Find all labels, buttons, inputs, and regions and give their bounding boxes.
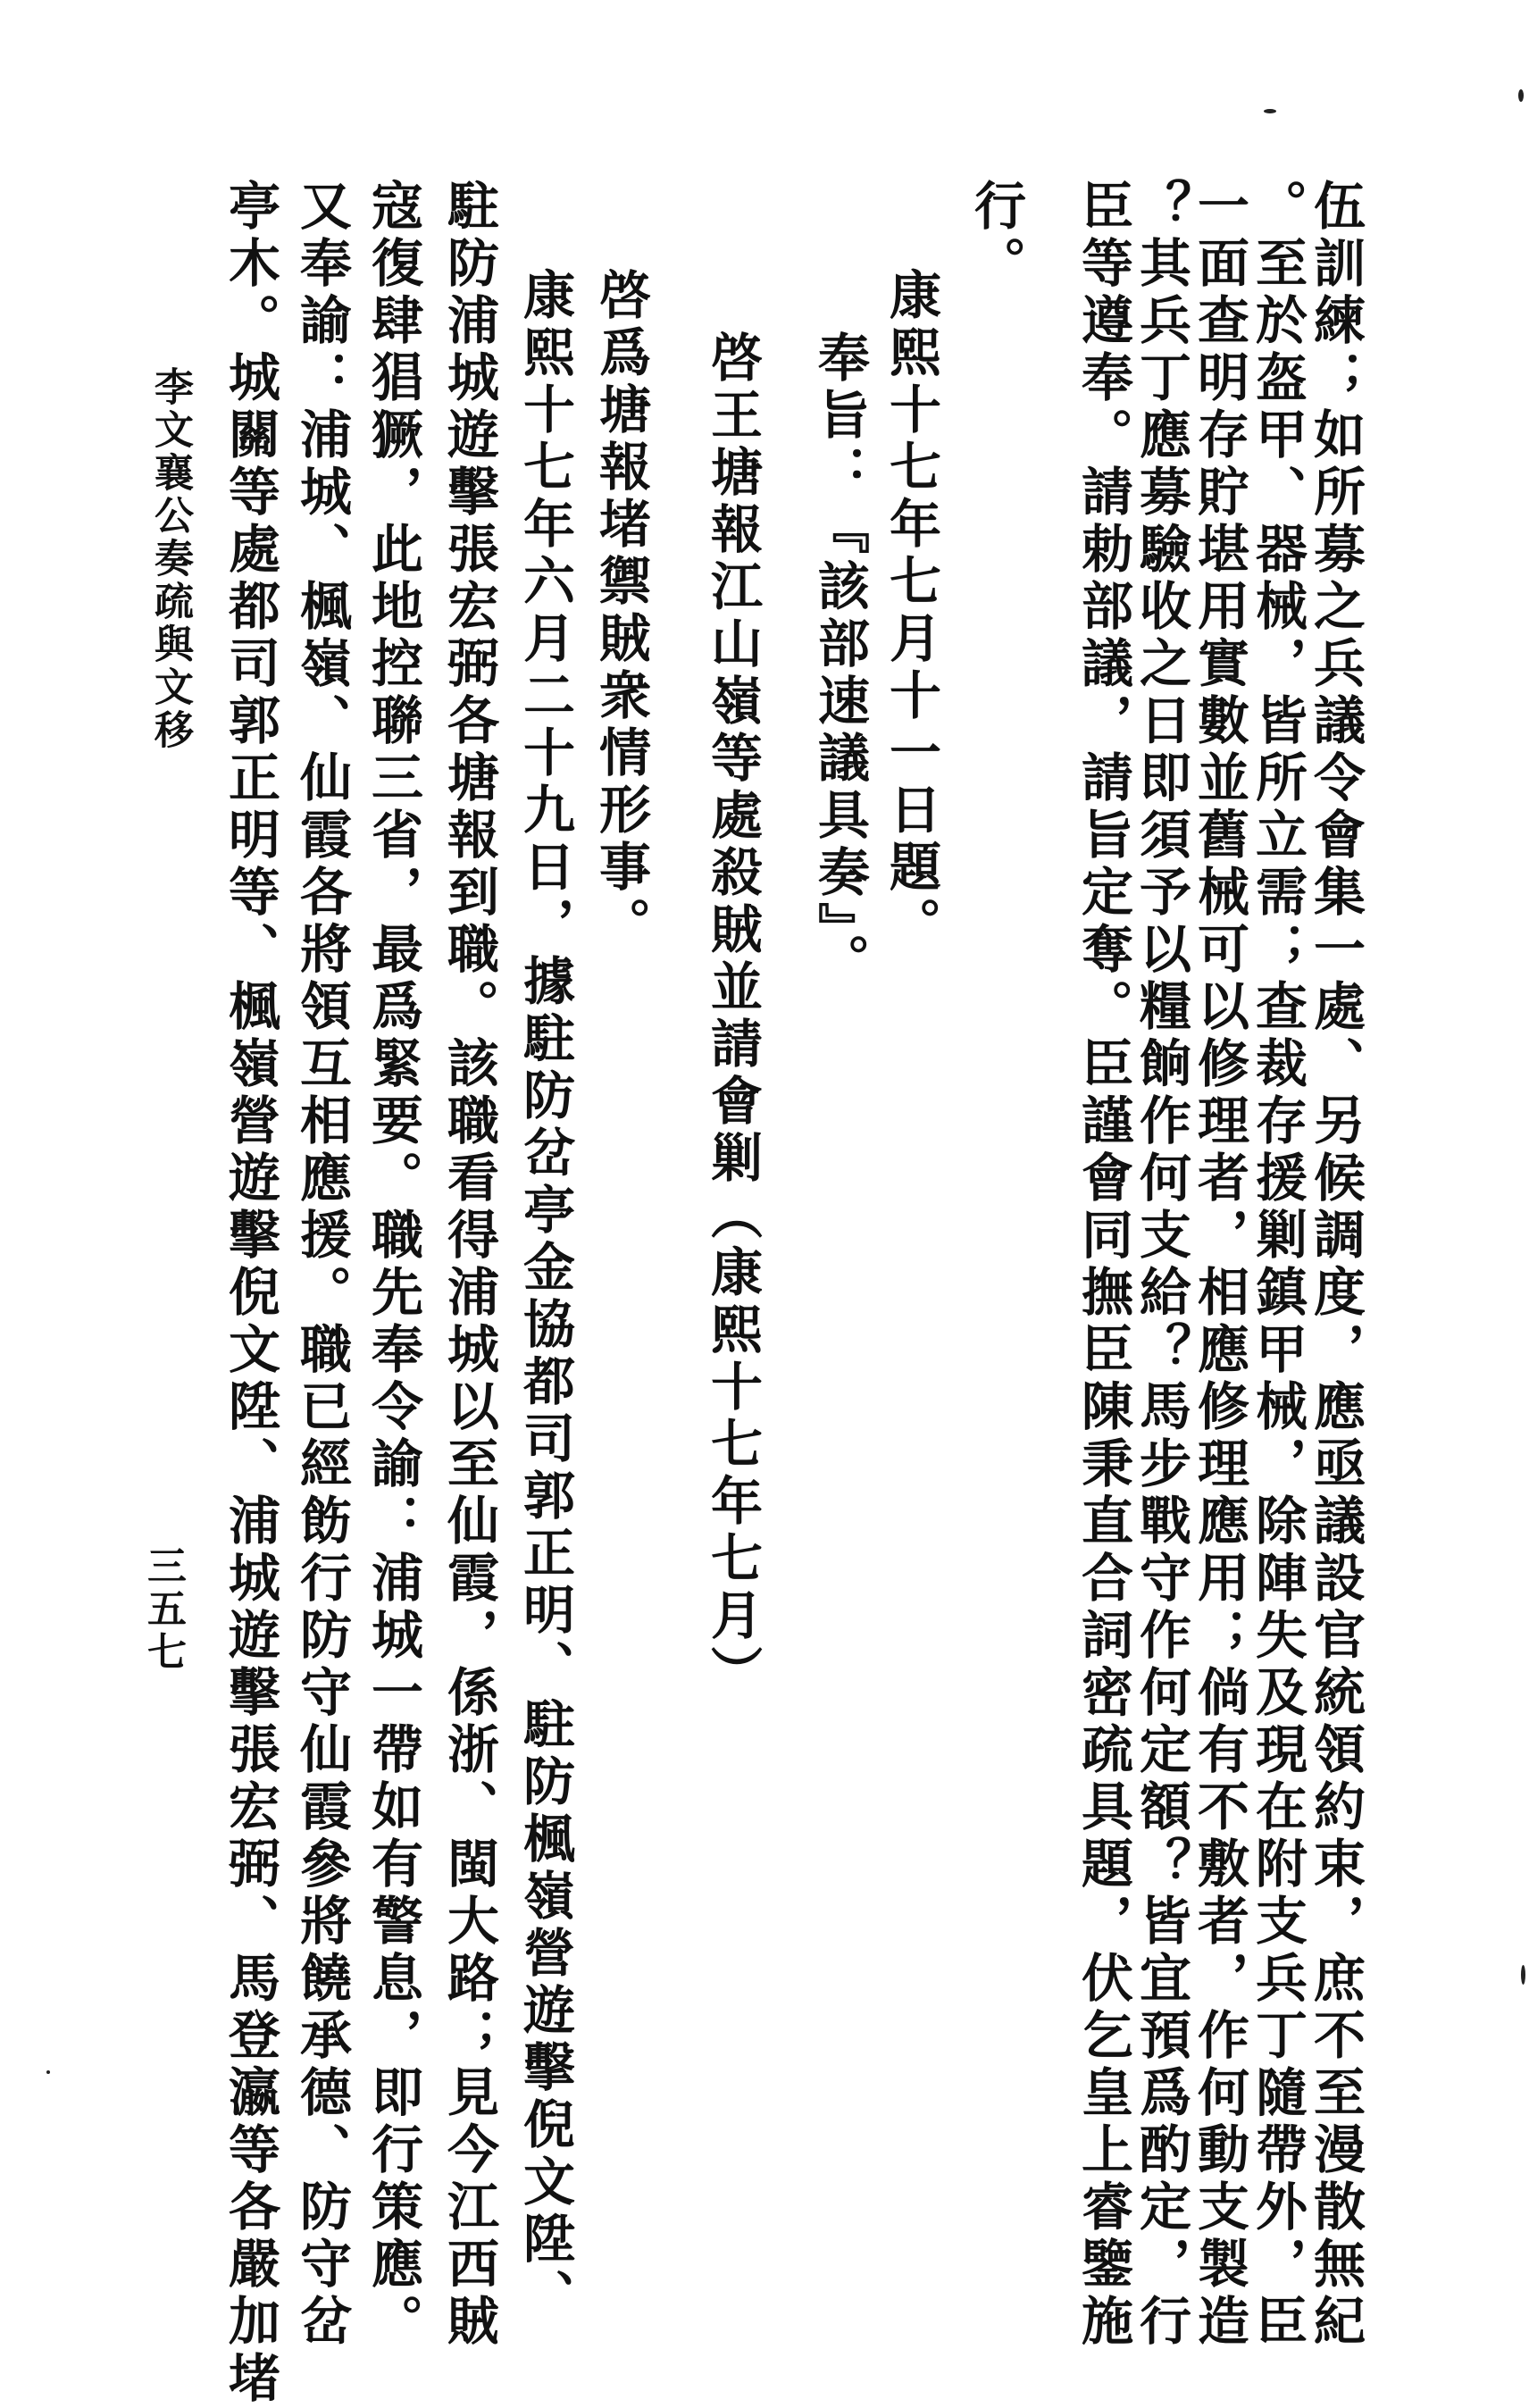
print-speck xyxy=(1264,109,1276,113)
text-column: 伍訓練；如所募之兵議令會集一處、另候調度，應亟議設官統領約束，庶不至漫散無紀 xyxy=(1305,179,1366,2351)
text-column: 駐防浦城遊擊張宏弼各塘報到職。該職看得浦城以至仙霞，係浙、閩大路；見今江西賊 xyxy=(439,179,499,2351)
print-speck xyxy=(46,2070,50,2074)
text-column: 康熙十七年六月二十九日，據駐防岔亭金協都司郭正明、駐防楓嶺營遊擊倪文陞、 xyxy=(514,268,575,2326)
text-column: 啓爲塘報堵禦賊衆情形事。 xyxy=(590,268,651,954)
print-speck xyxy=(1521,1965,1525,1985)
print-speck xyxy=(1518,89,1524,102)
date-line: 康熙十七年七月十一日題。 xyxy=(881,268,941,954)
text-column: 臣等遵奉。請勅部議，請旨定奪。臣謹會同撫臣陳秉直合詞密疏具題，伏乞皇上睿鑒施 xyxy=(1073,179,1133,2351)
text-column: 。至於盔甲、器械，皆所立需；查裁存援剿鎮甲械，除陣失及現在附支兵丁隨帶外，臣 xyxy=(1247,179,1308,2351)
section-heading: 啓王塘報江山嶺等處殺賊並請會剿（康熙十七年七月） xyxy=(702,330,763,1702)
imperial-rescript: 奉旨：『該部速議具奏』。 xyxy=(809,330,870,991)
text-column: 行。 xyxy=(965,179,1026,293)
text-column: 又奉諭：浦城、楓嶺、仙霞各將領互相應援。職已經飭行防守仙霞參將饒承德、防守岔 xyxy=(291,179,352,2351)
text-column: 寇復肆猖獗，此地控聯三省，最爲緊要。職先奉令諭：浦城一帶如有警息，即行策應。 xyxy=(363,179,423,2351)
text-column: 亭木。城關等處都司郭正明等、楓嶺營遊擊倪文陞、浦城遊擊張宏弼、馬登瀛等各嚴加堵 xyxy=(220,179,280,2408)
book-title: 李文襄公奏疏與文移 xyxy=(147,366,193,752)
text-column: 一面查明存貯堪用實數並舊械可以修理者，相應修理應用；倘有不敷者，作何動支製造 xyxy=(1189,179,1249,2351)
text-column: ？其兵丁應募驗收之日即須予以糧餉作何支給？馬步戰守作何定額？皆宜預爲酌定，行 xyxy=(1131,179,1191,2351)
page-number: 三五七 xyxy=(140,1545,186,1674)
